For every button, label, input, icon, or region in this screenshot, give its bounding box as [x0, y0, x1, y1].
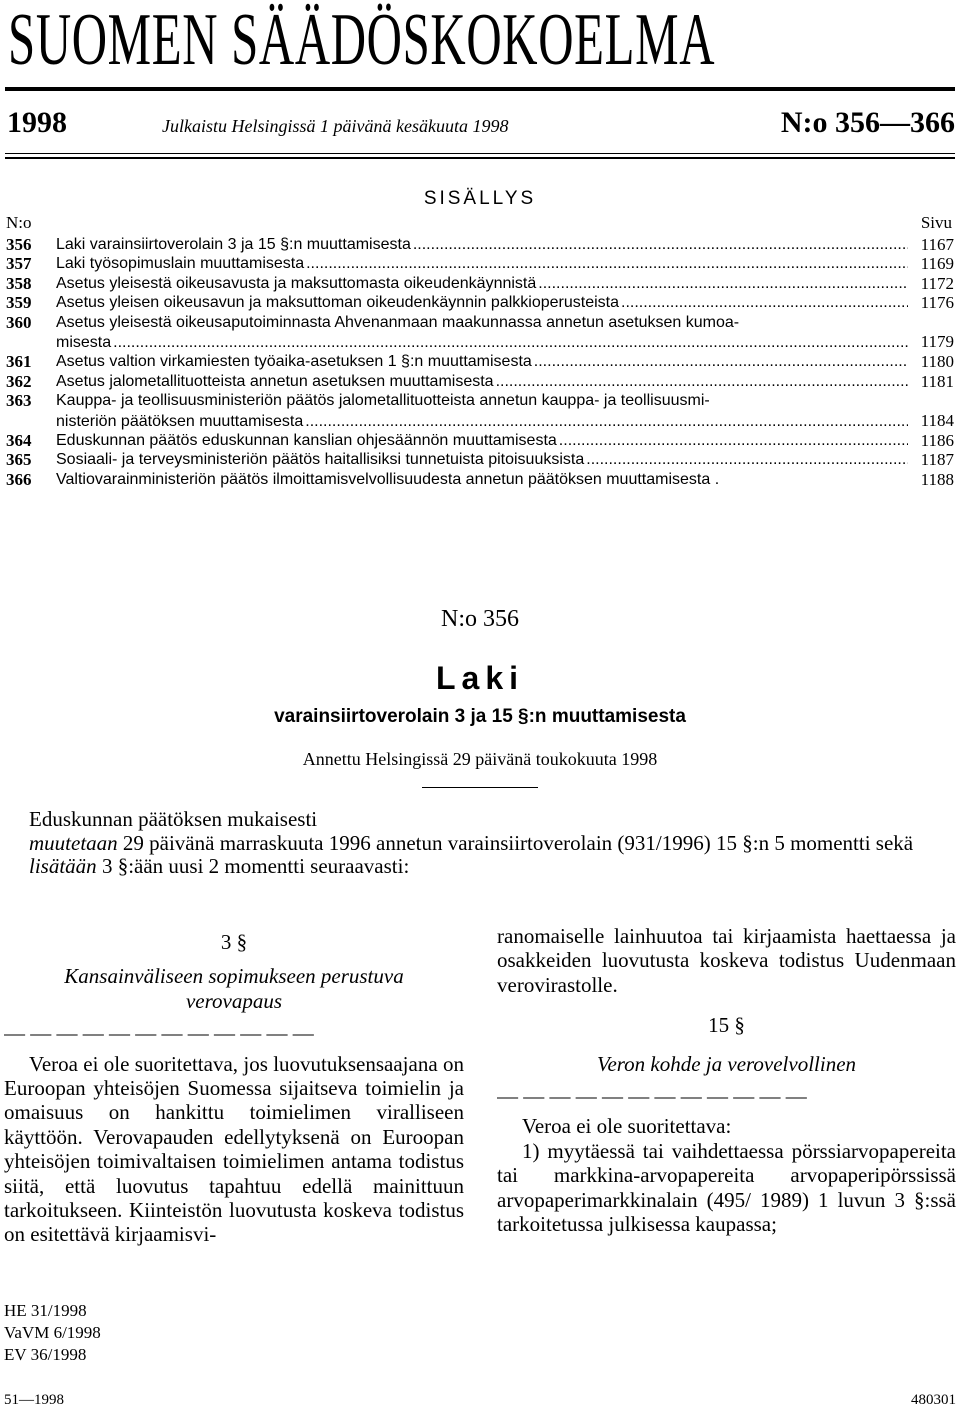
toc-entry[interactable] [6, 254, 954, 273]
preamble-add-text: 3 §:ään uusi 2 momentti seuraavasti: [96, 854, 410, 878]
toc-entry-number: 364 [6, 431, 32, 451]
toc-entry-title: Sosiaali- ja terveysministeriön päätös haitallisiksi tunnetuista pitoisuuksista [56, 451, 585, 469]
masthead-rule [5, 87, 955, 91]
toc-entry-number: 360 [6, 312, 32, 332]
toc-entry-title: Laki varainsiirtoverolain 3 ja 15 §:n muuttamisesta [56, 236, 411, 253]
left-column [4, 924, 464, 1247]
act-number: N:o 356 [441, 606, 519, 632]
preamble-add [4, 855, 956, 879]
toc-entry-page: 1184 [920, 410, 954, 430]
section-15-number: 15 § [708, 1013, 745, 1038]
toc-entry-title: Asetus yleisen oikeusavun ja maksuttoman oikeudenkäynnin palkkioperusteista [56, 294, 619, 312]
toc-leader-dots [538, 274, 908, 293]
toc-entry-number: 365 [6, 450, 32, 470]
toc-entry-page: 1176 [920, 293, 954, 313]
section-3-text-continued: ranomaiselle lainhuutoa tai kirjaamista haettaessa ja osakkeiden luovutusta koskeva todistus Uudenmaan verovirastolle. [497, 924, 956, 997]
section-3-heading: Kansainväliseen sopimukseen perustuva [64, 964, 404, 989]
reference-item: EV 36/1998 [4, 1345, 87, 1364]
omission-dashes: — — — — — — — — — — — — [4, 1021, 314, 1046]
toc-entry-title: Asetus jalometallituotteista annetun asetuksen muuttamisesta [56, 372, 494, 390]
omission-dashes: — — — — — — — — — — — — [497, 1084, 807, 1109]
act-title: varainsiirtoverolain 3 ja 15 §:n muuttamisesta [274, 706, 686, 727]
preamble [4, 808, 956, 879]
masthead [8, 0, 956, 81]
reference-item: VaVM 6/1998 [4, 1323, 101, 1342]
toc-entry[interactable] [6, 372, 954, 391]
section-3-number: 3 § [220, 930, 248, 954]
act-divider [422, 787, 538, 788]
toc-entry[interactable] [6, 431, 954, 450]
toc-entry-title: Eduskunnan päätös eduskunnan kanslian ohjesäännön muuttamisesta [56, 432, 557, 450]
preamble-amend [4, 832, 956, 856]
legislative-references [4, 1300, 101, 1366]
toc-entry-number: 366 [6, 469, 32, 489]
toc-leader-dots [534, 352, 908, 371]
section-15-para-1: Veroa ei ole suoritettava: [522, 1114, 732, 1139]
footer-print-code: 480301 [911, 1392, 956, 1408]
toc-leader-dots [113, 333, 908, 352]
toc-entry-page: 1181 [920, 371, 954, 391]
toc-leader-dots [413, 235, 908, 254]
toc-leader-dots [621, 293, 908, 312]
toc-heading: SISÄLLYS [423, 188, 537, 209]
section-15-heading: Veron kohde ja verovelvollinen [596, 1051, 857, 1076]
toc-leader-dots [559, 431, 908, 450]
toc-entry[interactable] [6, 235, 954, 254]
toc-entry-number: 363 [6, 391, 32, 411]
toc-entry-page: 1188 [920, 469, 954, 489]
toc-entry-number: 358 [6, 273, 32, 293]
toc-entry-page: 1187 [920, 450, 954, 470]
section-15-para-2: 1) myytäessä tai vaihdettaessa pörssiarvopapereita tai markkina-arvopapereita arvopaperipörssissä arvopaperimarkkinalain (495/ 1989) 1 luvun 3 §:ssä tarkoitetussa julkisessa kaupassa; [497, 1138, 956, 1237]
toc-entry-number: 357 [6, 254, 32, 274]
toc-entry-title: Asetus valtion virkamiesten työaika-asetuksen 1 §:n muuttamisesta [56, 353, 532, 371]
footer-sheet-number: 51—1998 [4, 1392, 64, 1408]
toc-entry-page: 1186 [920, 431, 954, 451]
toc-entry-title: Asetus yleisestä oikeusavusta ja maksuttomasta oikeudenkäynnistä [56, 274, 537, 292]
act-given-date: Annettu Helsingissä 29 päivänä toukokuuta 1998 [302, 749, 658, 769]
toc-entry-title-continued: misesta [56, 334, 112, 352]
toc-leader-dots [586, 450, 908, 469]
toc-entry[interactable] [6, 352, 954, 371]
preamble-amend-keyword: muutetaan [29, 830, 118, 855]
toc-entry[interactable] [6, 470, 954, 489]
table-of-contents [6, 235, 954, 489]
toc-entry[interactable] [6, 274, 954, 293]
toc-entry-page: 1169 [920, 254, 954, 274]
toc-leader-dots [305, 412, 908, 431]
toc-entry-number: 361 [6, 352, 32, 372]
issue-number-range: N:o 356—366 [780, 106, 955, 139]
section-3-text: Veroa ei ole suoritettava, jos luovutuksensaajana on Euroopan yhteisöjen Suomessa sijaitseva toimielin ja omaisuus on hankittu toimielimen viralliseen käyttöön. Verovapauden edellytyksenä on Euroopan yhteisöjen toimivaltaisen toimielimen antama todistus siitä, että luovutus tapahtuu edellä mainittuun tarkoitukseen. Kiinteistön luovutusta koskeva todistus on esitettävä kirjaamisvi- [4, 1051, 464, 1247]
preamble-amend-text: 29 päivänä marraskuuta 1996 annetun varainsiirtoverolain (931/1996) 15 §:n 5 momentti sekä [117, 830, 914, 855]
toc-entry-title: Asetus yleisestä oikeusaputoiminnasta Ahvenanmaan maakunnassa annetun asetuksen kumoa- [56, 313, 740, 331]
act-type: Laki [435, 660, 525, 696]
publication-date: Julkaistu Helsingissä 1 päivänä kesäkuuta 1998 [162, 116, 509, 136]
right-column [497, 924, 956, 1236]
section-3-heading-cont: verovapaus [185, 988, 283, 1013]
preamble-add-keyword: lisätään [29, 854, 97, 878]
issue-header [7, 104, 955, 148]
toc-entry-page: 1167 [920, 235, 954, 254]
toc-entry-page: 1180 [920, 352, 954, 372]
toc-entry-title-continued: nisteriön päätöksen muuttamisesta [56, 412, 304, 430]
toc-entry-number: 362 [6, 371, 32, 391]
toc-entry[interactable] [6, 450, 954, 469]
issue-year: 1998 [7, 106, 67, 139]
toc-entry-page: 1172 [920, 273, 954, 293]
toc-entry-title: Laki työsopimuslain muuttamisesta [56, 255, 305, 273]
reference-item: HE 31/1998 [4, 1301, 87, 1320]
toc-entry[interactable] [6, 391, 954, 431]
toc-entry-title: Kauppa- ja teollisuusministeriön päätös jalometallituotteista annetun kauppa- ja teollisuusmi- [56, 392, 710, 410]
toc-entry-title: Valtiovarainministeriön päätös ilmoittamisvelvollisuudesta annetun päätöksen muuttamisesta . [56, 470, 720, 488]
toc-column-number-label: N:o [6, 213, 32, 232]
toc-entry[interactable] [6, 293, 954, 312]
toc-entry[interactable] [6, 313, 954, 353]
toc-column-page-label: Sivu [920, 213, 952, 232]
toc-leader-dots [496, 372, 908, 391]
header-rule-thick [5, 157, 955, 159]
toc-entry-number: 359 [6, 293, 32, 313]
publication-title: SUOMEN SÄÄDÖSKOKOELMA [8, 0, 716, 81]
toc-entry-page: 1179 [920, 332, 954, 352]
toc-entry-number: 356 [6, 235, 32, 254]
toc-leader-dots [306, 254, 908, 273]
preamble-intro: Eduskunnan päätöksen mukaisesti [29, 807, 318, 831]
header-rule-thin [5, 153, 955, 154]
